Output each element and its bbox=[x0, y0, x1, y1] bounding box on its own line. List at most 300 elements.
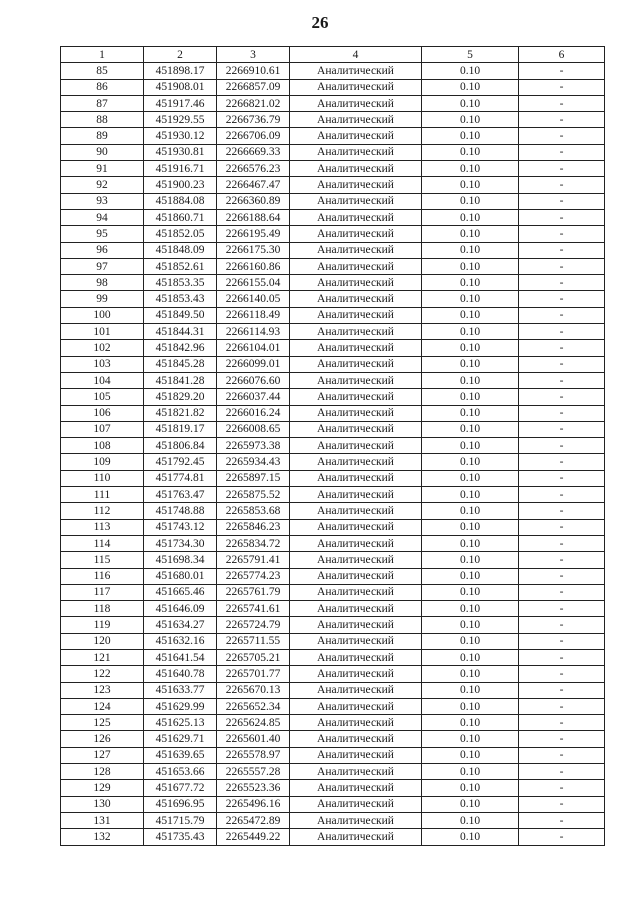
accuracy-cell: 0.10 bbox=[422, 193, 519, 209]
method-cell: Аналитический bbox=[290, 535, 422, 551]
point-number-cell: 91 bbox=[61, 161, 144, 177]
table-row bbox=[61, 535, 605, 551]
method-cell: Аналитический bbox=[290, 95, 422, 111]
y-coordinate-cell: 2266016.24 bbox=[217, 405, 290, 421]
y-coordinate-cell: 2265624.85 bbox=[217, 715, 290, 731]
y-coordinate-cell: 2266076.60 bbox=[217, 372, 290, 388]
accuracy-cell: 0.10 bbox=[422, 226, 519, 242]
x-coordinate-cell: 451806.84 bbox=[144, 438, 217, 454]
method-cell: Аналитический bbox=[290, 356, 422, 372]
point-number-cell: 128 bbox=[61, 764, 144, 780]
note-cell: - bbox=[519, 487, 605, 503]
point-number-cell: 113 bbox=[61, 519, 144, 535]
method-cell: Аналитический bbox=[290, 731, 422, 747]
x-coordinate-cell: 451916.71 bbox=[144, 161, 217, 177]
y-coordinate-cell: 2266037.44 bbox=[217, 389, 290, 405]
table-row bbox=[61, 731, 605, 747]
note-cell: - bbox=[519, 731, 605, 747]
x-coordinate-cell: 451625.13 bbox=[144, 715, 217, 731]
point-number-cell: 107 bbox=[61, 421, 144, 437]
accuracy-cell: 0.10 bbox=[422, 829, 519, 845]
accuracy-cell: 0.10 bbox=[422, 454, 519, 470]
y-coordinate-cell: 2265791.41 bbox=[217, 552, 290, 568]
point-number-cell: 114 bbox=[61, 535, 144, 551]
accuracy-cell: 0.10 bbox=[422, 519, 519, 535]
accuracy-cell: 0.10 bbox=[422, 617, 519, 633]
point-number-cell: 93 bbox=[61, 193, 144, 209]
x-coordinate-cell: 451641.54 bbox=[144, 649, 217, 665]
note-cell: - bbox=[519, 438, 605, 454]
note-cell: - bbox=[519, 389, 605, 405]
method-cell: Аналитический bbox=[290, 780, 422, 796]
y-coordinate-cell: 2265897.15 bbox=[217, 470, 290, 486]
note-cell: - bbox=[519, 209, 605, 225]
note-cell: - bbox=[519, 356, 605, 372]
column-header: 4 bbox=[290, 47, 422, 63]
accuracy-cell: 0.10 bbox=[422, 307, 519, 323]
point-number-cell: 106 bbox=[61, 405, 144, 421]
x-coordinate-cell: 451917.46 bbox=[144, 95, 217, 111]
note-cell: - bbox=[519, 519, 605, 535]
table-row bbox=[61, 666, 605, 682]
y-coordinate-cell: 2266155.04 bbox=[217, 275, 290, 291]
method-cell: Аналитический bbox=[290, 144, 422, 160]
y-coordinate-cell: 2265670.13 bbox=[217, 682, 290, 698]
note-cell: - bbox=[519, 682, 605, 698]
table-row bbox=[61, 177, 605, 193]
x-coordinate-cell: 451774.81 bbox=[144, 470, 217, 486]
y-coordinate-cell: 2265875.52 bbox=[217, 487, 290, 503]
note-cell: - bbox=[519, 161, 605, 177]
point-number-cell: 89 bbox=[61, 128, 144, 144]
y-coordinate-cell: 2266114.93 bbox=[217, 324, 290, 340]
x-coordinate-cell: 451734.30 bbox=[144, 535, 217, 551]
point-number-cell: 86 bbox=[61, 79, 144, 95]
x-coordinate-cell: 451819.17 bbox=[144, 421, 217, 437]
note-cell: - bbox=[519, 128, 605, 144]
accuracy-cell: 0.10 bbox=[422, 698, 519, 714]
table-row bbox=[61, 275, 605, 291]
y-coordinate-cell: 2265711.55 bbox=[217, 633, 290, 649]
y-coordinate-cell: 2266160.86 bbox=[217, 258, 290, 274]
accuracy-cell: 0.10 bbox=[422, 209, 519, 225]
method-cell: Аналитический bbox=[290, 454, 422, 470]
table-row bbox=[61, 454, 605, 470]
x-coordinate-cell: 451930.12 bbox=[144, 128, 217, 144]
method-cell: Аналитический bbox=[290, 307, 422, 323]
method-cell: Аналитический bbox=[290, 764, 422, 780]
y-coordinate-cell: 2266140.05 bbox=[217, 291, 290, 307]
accuracy-cell: 0.10 bbox=[422, 682, 519, 698]
accuracy-cell: 0.10 bbox=[422, 372, 519, 388]
table-row bbox=[61, 601, 605, 617]
accuracy-cell: 0.10 bbox=[422, 291, 519, 307]
method-cell: Аналитический bbox=[290, 601, 422, 617]
point-number-cell: 99 bbox=[61, 291, 144, 307]
point-number-cell: 87 bbox=[61, 95, 144, 111]
accuracy-cell: 0.10 bbox=[422, 568, 519, 584]
point-number-cell: 102 bbox=[61, 340, 144, 356]
x-coordinate-cell: 451640.78 bbox=[144, 666, 217, 682]
accuracy-cell: 0.10 bbox=[422, 275, 519, 291]
note-cell: - bbox=[519, 503, 605, 519]
point-number-cell: 94 bbox=[61, 209, 144, 225]
coordinates-table bbox=[60, 46, 605, 846]
y-coordinate-cell: 2265934.43 bbox=[217, 454, 290, 470]
accuracy-cell: 0.10 bbox=[422, 731, 519, 747]
method-cell: Аналитический bbox=[290, 340, 422, 356]
note-cell: - bbox=[519, 324, 605, 340]
y-coordinate-cell: 2266195.49 bbox=[217, 226, 290, 242]
table-row bbox=[61, 503, 605, 519]
y-coordinate-cell: 2266669.33 bbox=[217, 144, 290, 160]
point-number-cell: 132 bbox=[61, 829, 144, 845]
note-cell: - bbox=[519, 307, 605, 323]
point-number-cell: 115 bbox=[61, 552, 144, 568]
method-cell: Аналитический bbox=[290, 209, 422, 225]
table-row bbox=[61, 747, 605, 763]
note-cell: - bbox=[519, 812, 605, 828]
accuracy-cell: 0.10 bbox=[422, 470, 519, 486]
method-cell: Аналитический bbox=[290, 584, 422, 600]
method-cell: Аналитический bbox=[290, 747, 422, 763]
y-coordinate-cell: 2265774.23 bbox=[217, 568, 290, 584]
table-row bbox=[61, 226, 605, 242]
note-cell: - bbox=[519, 95, 605, 111]
point-number-cell: 95 bbox=[61, 226, 144, 242]
x-coordinate-cell: 451653.66 bbox=[144, 764, 217, 780]
note-cell: - bbox=[519, 112, 605, 128]
point-number-cell: 125 bbox=[61, 715, 144, 731]
note-cell: - bbox=[519, 454, 605, 470]
x-coordinate-cell: 451715.79 bbox=[144, 812, 217, 828]
table-row bbox=[61, 796, 605, 812]
y-coordinate-cell: 2266576.23 bbox=[217, 161, 290, 177]
x-coordinate-cell: 451849.50 bbox=[144, 307, 217, 323]
method-cell: Аналитический bbox=[290, 389, 422, 405]
point-number-cell: 98 bbox=[61, 275, 144, 291]
method-cell: Аналитический bbox=[290, 812, 422, 828]
x-coordinate-cell: 451792.45 bbox=[144, 454, 217, 470]
table-row bbox=[61, 161, 605, 177]
point-number-cell: 108 bbox=[61, 438, 144, 454]
table-row bbox=[61, 649, 605, 665]
y-coordinate-cell: 2265472.89 bbox=[217, 812, 290, 828]
point-number-cell: 100 bbox=[61, 307, 144, 323]
table-row bbox=[61, 112, 605, 128]
note-cell: - bbox=[519, 764, 605, 780]
x-coordinate-cell: 451743.12 bbox=[144, 519, 217, 535]
note-cell: - bbox=[519, 258, 605, 274]
accuracy-cell: 0.10 bbox=[422, 79, 519, 95]
x-coordinate-cell: 451629.71 bbox=[144, 731, 217, 747]
x-coordinate-cell: 451763.47 bbox=[144, 487, 217, 503]
table-row bbox=[61, 356, 605, 372]
table-row bbox=[61, 812, 605, 828]
x-coordinate-cell: 451853.43 bbox=[144, 291, 217, 307]
y-coordinate-cell: 2265496.16 bbox=[217, 796, 290, 812]
accuracy-cell: 0.10 bbox=[422, 242, 519, 258]
note-cell: - bbox=[519, 698, 605, 714]
y-coordinate-cell: 2265724.79 bbox=[217, 617, 290, 633]
x-coordinate-cell: 451748.88 bbox=[144, 503, 217, 519]
accuracy-cell: 0.10 bbox=[422, 144, 519, 160]
y-coordinate-cell: 2265761.79 bbox=[217, 584, 290, 600]
point-number-cell: 129 bbox=[61, 780, 144, 796]
note-cell: - bbox=[519, 829, 605, 845]
x-coordinate-cell: 451860.71 bbox=[144, 209, 217, 225]
method-cell: Аналитический bbox=[290, 649, 422, 665]
y-coordinate-cell: 2265741.61 bbox=[217, 601, 290, 617]
x-coordinate-cell: 451853.35 bbox=[144, 275, 217, 291]
y-coordinate-cell: 2266736.79 bbox=[217, 112, 290, 128]
x-coordinate-cell: 451821.82 bbox=[144, 405, 217, 421]
table-row bbox=[61, 519, 605, 535]
x-coordinate-cell: 451908.01 bbox=[144, 79, 217, 95]
table-row bbox=[61, 242, 605, 258]
note-cell: - bbox=[519, 470, 605, 486]
y-coordinate-cell: 2266467.47 bbox=[217, 177, 290, 193]
x-coordinate-cell: 451632.16 bbox=[144, 633, 217, 649]
method-cell: Аналитический bbox=[290, 487, 422, 503]
table-row bbox=[61, 128, 605, 144]
table-row bbox=[61, 324, 605, 340]
point-number-cell: 104 bbox=[61, 372, 144, 388]
y-coordinate-cell: 2265846.23 bbox=[217, 519, 290, 535]
table-row bbox=[61, 421, 605, 437]
x-coordinate-cell: 451841.28 bbox=[144, 372, 217, 388]
y-coordinate-cell: 2266857.09 bbox=[217, 79, 290, 95]
accuracy-cell: 0.10 bbox=[422, 95, 519, 111]
table-row bbox=[61, 95, 605, 111]
x-coordinate-cell: 451852.61 bbox=[144, 258, 217, 274]
accuracy-cell: 0.10 bbox=[422, 812, 519, 828]
method-cell: Аналитический bbox=[290, 666, 422, 682]
accuracy-cell: 0.10 bbox=[422, 796, 519, 812]
table-row bbox=[61, 405, 605, 421]
note-cell: - bbox=[519, 372, 605, 388]
note-cell: - bbox=[519, 63, 605, 79]
x-coordinate-cell: 451842.96 bbox=[144, 340, 217, 356]
y-coordinate-cell: 2266099.01 bbox=[217, 356, 290, 372]
method-cell: Аналитический bbox=[290, 177, 422, 193]
x-coordinate-cell: 451629.99 bbox=[144, 698, 217, 714]
table-row bbox=[61, 209, 605, 225]
note-cell: - bbox=[519, 601, 605, 617]
point-number-cell: 112 bbox=[61, 503, 144, 519]
note-cell: - bbox=[519, 535, 605, 551]
accuracy-cell: 0.10 bbox=[422, 649, 519, 665]
y-coordinate-cell: 2265578.97 bbox=[217, 747, 290, 763]
point-number-cell: 127 bbox=[61, 747, 144, 763]
method-cell: Аналитический bbox=[290, 324, 422, 340]
point-number-cell: 110 bbox=[61, 470, 144, 486]
note-cell: - bbox=[519, 291, 605, 307]
method-cell: Аналитический bbox=[290, 519, 422, 535]
table-row bbox=[61, 617, 605, 633]
point-number-cell: 126 bbox=[61, 731, 144, 747]
method-cell: Аналитический bbox=[290, 617, 422, 633]
column-header: 5 bbox=[422, 47, 519, 63]
accuracy-cell: 0.10 bbox=[422, 161, 519, 177]
point-number-cell: 92 bbox=[61, 177, 144, 193]
y-coordinate-cell: 2265853.68 bbox=[217, 503, 290, 519]
note-cell: - bbox=[519, 405, 605, 421]
x-coordinate-cell: 451677.72 bbox=[144, 780, 217, 796]
accuracy-cell: 0.10 bbox=[422, 112, 519, 128]
y-coordinate-cell: 2266910.61 bbox=[217, 63, 290, 79]
method-cell: Аналитический bbox=[290, 291, 422, 307]
y-coordinate-cell: 2266118.49 bbox=[217, 307, 290, 323]
note-cell: - bbox=[519, 242, 605, 258]
accuracy-cell: 0.10 bbox=[422, 715, 519, 731]
accuracy-cell: 0.10 bbox=[422, 177, 519, 193]
y-coordinate-cell: 2266175.30 bbox=[217, 242, 290, 258]
table-header-row bbox=[61, 47, 605, 63]
method-cell: Аналитический bbox=[290, 193, 422, 209]
point-number-cell: 105 bbox=[61, 389, 144, 405]
point-number-cell: 123 bbox=[61, 682, 144, 698]
accuracy-cell: 0.10 bbox=[422, 601, 519, 617]
point-number-cell: 121 bbox=[61, 649, 144, 665]
accuracy-cell: 0.10 bbox=[422, 258, 519, 274]
method-cell: Аналитический bbox=[290, 829, 422, 845]
method-cell: Аналитический bbox=[290, 372, 422, 388]
accuracy-cell: 0.10 bbox=[422, 780, 519, 796]
y-coordinate-cell: 2266706.09 bbox=[217, 128, 290, 144]
x-coordinate-cell: 451930.81 bbox=[144, 144, 217, 160]
table-row bbox=[61, 470, 605, 486]
x-coordinate-cell: 451634.27 bbox=[144, 617, 217, 633]
accuracy-cell: 0.10 bbox=[422, 666, 519, 682]
y-coordinate-cell: 2266104.01 bbox=[217, 340, 290, 356]
table-row bbox=[61, 340, 605, 356]
method-cell: Аналитический bbox=[290, 470, 422, 486]
note-cell: - bbox=[519, 144, 605, 160]
table-row bbox=[61, 698, 605, 714]
x-coordinate-cell: 451898.17 bbox=[144, 63, 217, 79]
point-number-cell: 131 bbox=[61, 812, 144, 828]
method-cell: Аналитический bbox=[290, 503, 422, 519]
accuracy-cell: 0.10 bbox=[422, 584, 519, 600]
accuracy-cell: 0.10 bbox=[422, 63, 519, 79]
method-cell: Аналитический bbox=[290, 112, 422, 128]
y-coordinate-cell: 2266821.02 bbox=[217, 95, 290, 111]
note-cell: - bbox=[519, 617, 605, 633]
point-number-cell: 109 bbox=[61, 454, 144, 470]
x-coordinate-cell: 451633.77 bbox=[144, 682, 217, 698]
y-coordinate-cell: 2266360.89 bbox=[217, 193, 290, 209]
point-number-cell: 124 bbox=[61, 698, 144, 714]
method-cell: Аналитический bbox=[290, 405, 422, 421]
method-cell: Аналитический bbox=[290, 63, 422, 79]
note-cell: - bbox=[519, 666, 605, 682]
y-coordinate-cell: 2265701.77 bbox=[217, 666, 290, 682]
x-coordinate-cell: 451844.31 bbox=[144, 324, 217, 340]
method-cell: Аналитический bbox=[290, 438, 422, 454]
x-coordinate-cell: 451852.05 bbox=[144, 226, 217, 242]
point-number-cell: 85 bbox=[61, 63, 144, 79]
method-cell: Аналитический bbox=[290, 226, 422, 242]
accuracy-cell: 0.10 bbox=[422, 535, 519, 551]
point-number-cell: 119 bbox=[61, 617, 144, 633]
table-row bbox=[61, 258, 605, 274]
x-coordinate-cell: 451646.09 bbox=[144, 601, 217, 617]
point-number-cell: 96 bbox=[61, 242, 144, 258]
table-row bbox=[61, 372, 605, 388]
accuracy-cell: 0.10 bbox=[422, 389, 519, 405]
table-row bbox=[61, 584, 605, 600]
y-coordinate-cell: 2265973.38 bbox=[217, 438, 290, 454]
y-coordinate-cell: 2265601.40 bbox=[217, 731, 290, 747]
y-coordinate-cell: 2266008.65 bbox=[217, 421, 290, 437]
method-cell: Аналитический bbox=[290, 715, 422, 731]
method-cell: Аналитический bbox=[290, 552, 422, 568]
method-cell: Аналитический bbox=[290, 633, 422, 649]
table-row bbox=[61, 63, 605, 79]
x-coordinate-cell: 451845.28 bbox=[144, 356, 217, 372]
point-number-cell: 120 bbox=[61, 633, 144, 649]
table-row bbox=[61, 568, 605, 584]
y-coordinate-cell: 2265652.34 bbox=[217, 698, 290, 714]
method-cell: Аналитический bbox=[290, 242, 422, 258]
point-number-cell: 90 bbox=[61, 144, 144, 160]
note-cell: - bbox=[519, 649, 605, 665]
point-number-cell: 101 bbox=[61, 324, 144, 340]
x-coordinate-cell: 451848.09 bbox=[144, 242, 217, 258]
y-coordinate-cell: 2265523.36 bbox=[217, 780, 290, 796]
y-coordinate-cell: 2265449.22 bbox=[217, 829, 290, 845]
note-cell: - bbox=[519, 226, 605, 242]
method-cell: Аналитический bbox=[290, 275, 422, 291]
accuracy-cell: 0.10 bbox=[422, 421, 519, 437]
accuracy-cell: 0.10 bbox=[422, 356, 519, 372]
point-number-cell: 130 bbox=[61, 796, 144, 812]
x-coordinate-cell: 451639.65 bbox=[144, 747, 217, 763]
accuracy-cell: 0.10 bbox=[422, 633, 519, 649]
point-number-cell: 103 bbox=[61, 356, 144, 372]
column-header: 2 bbox=[144, 47, 217, 63]
accuracy-cell: 0.10 bbox=[422, 128, 519, 144]
table-row bbox=[61, 715, 605, 731]
table-row bbox=[61, 144, 605, 160]
table-row bbox=[61, 829, 605, 845]
table-row bbox=[61, 780, 605, 796]
table-row bbox=[61, 552, 605, 568]
point-number-cell: 97 bbox=[61, 258, 144, 274]
y-coordinate-cell: 2266188.64 bbox=[217, 209, 290, 225]
x-coordinate-cell: 451665.46 bbox=[144, 584, 217, 600]
column-header: 3 bbox=[217, 47, 290, 63]
table-row bbox=[61, 633, 605, 649]
y-coordinate-cell: 2265557.28 bbox=[217, 764, 290, 780]
note-cell: - bbox=[519, 584, 605, 600]
accuracy-cell: 0.10 bbox=[422, 764, 519, 780]
table-row bbox=[61, 307, 605, 323]
x-coordinate-cell: 451680.01 bbox=[144, 568, 217, 584]
method-cell: Аналитический bbox=[290, 682, 422, 698]
note-cell: - bbox=[519, 79, 605, 95]
column-header: 1 bbox=[61, 47, 144, 63]
point-number-cell: 111 bbox=[61, 487, 144, 503]
table-body bbox=[61, 63, 605, 845]
method-cell: Аналитический bbox=[290, 421, 422, 437]
note-cell: - bbox=[519, 747, 605, 763]
method-cell: Аналитический bbox=[290, 128, 422, 144]
method-cell: Аналитический bbox=[290, 568, 422, 584]
note-cell: - bbox=[519, 193, 605, 209]
method-cell: Аналитический bbox=[290, 258, 422, 274]
